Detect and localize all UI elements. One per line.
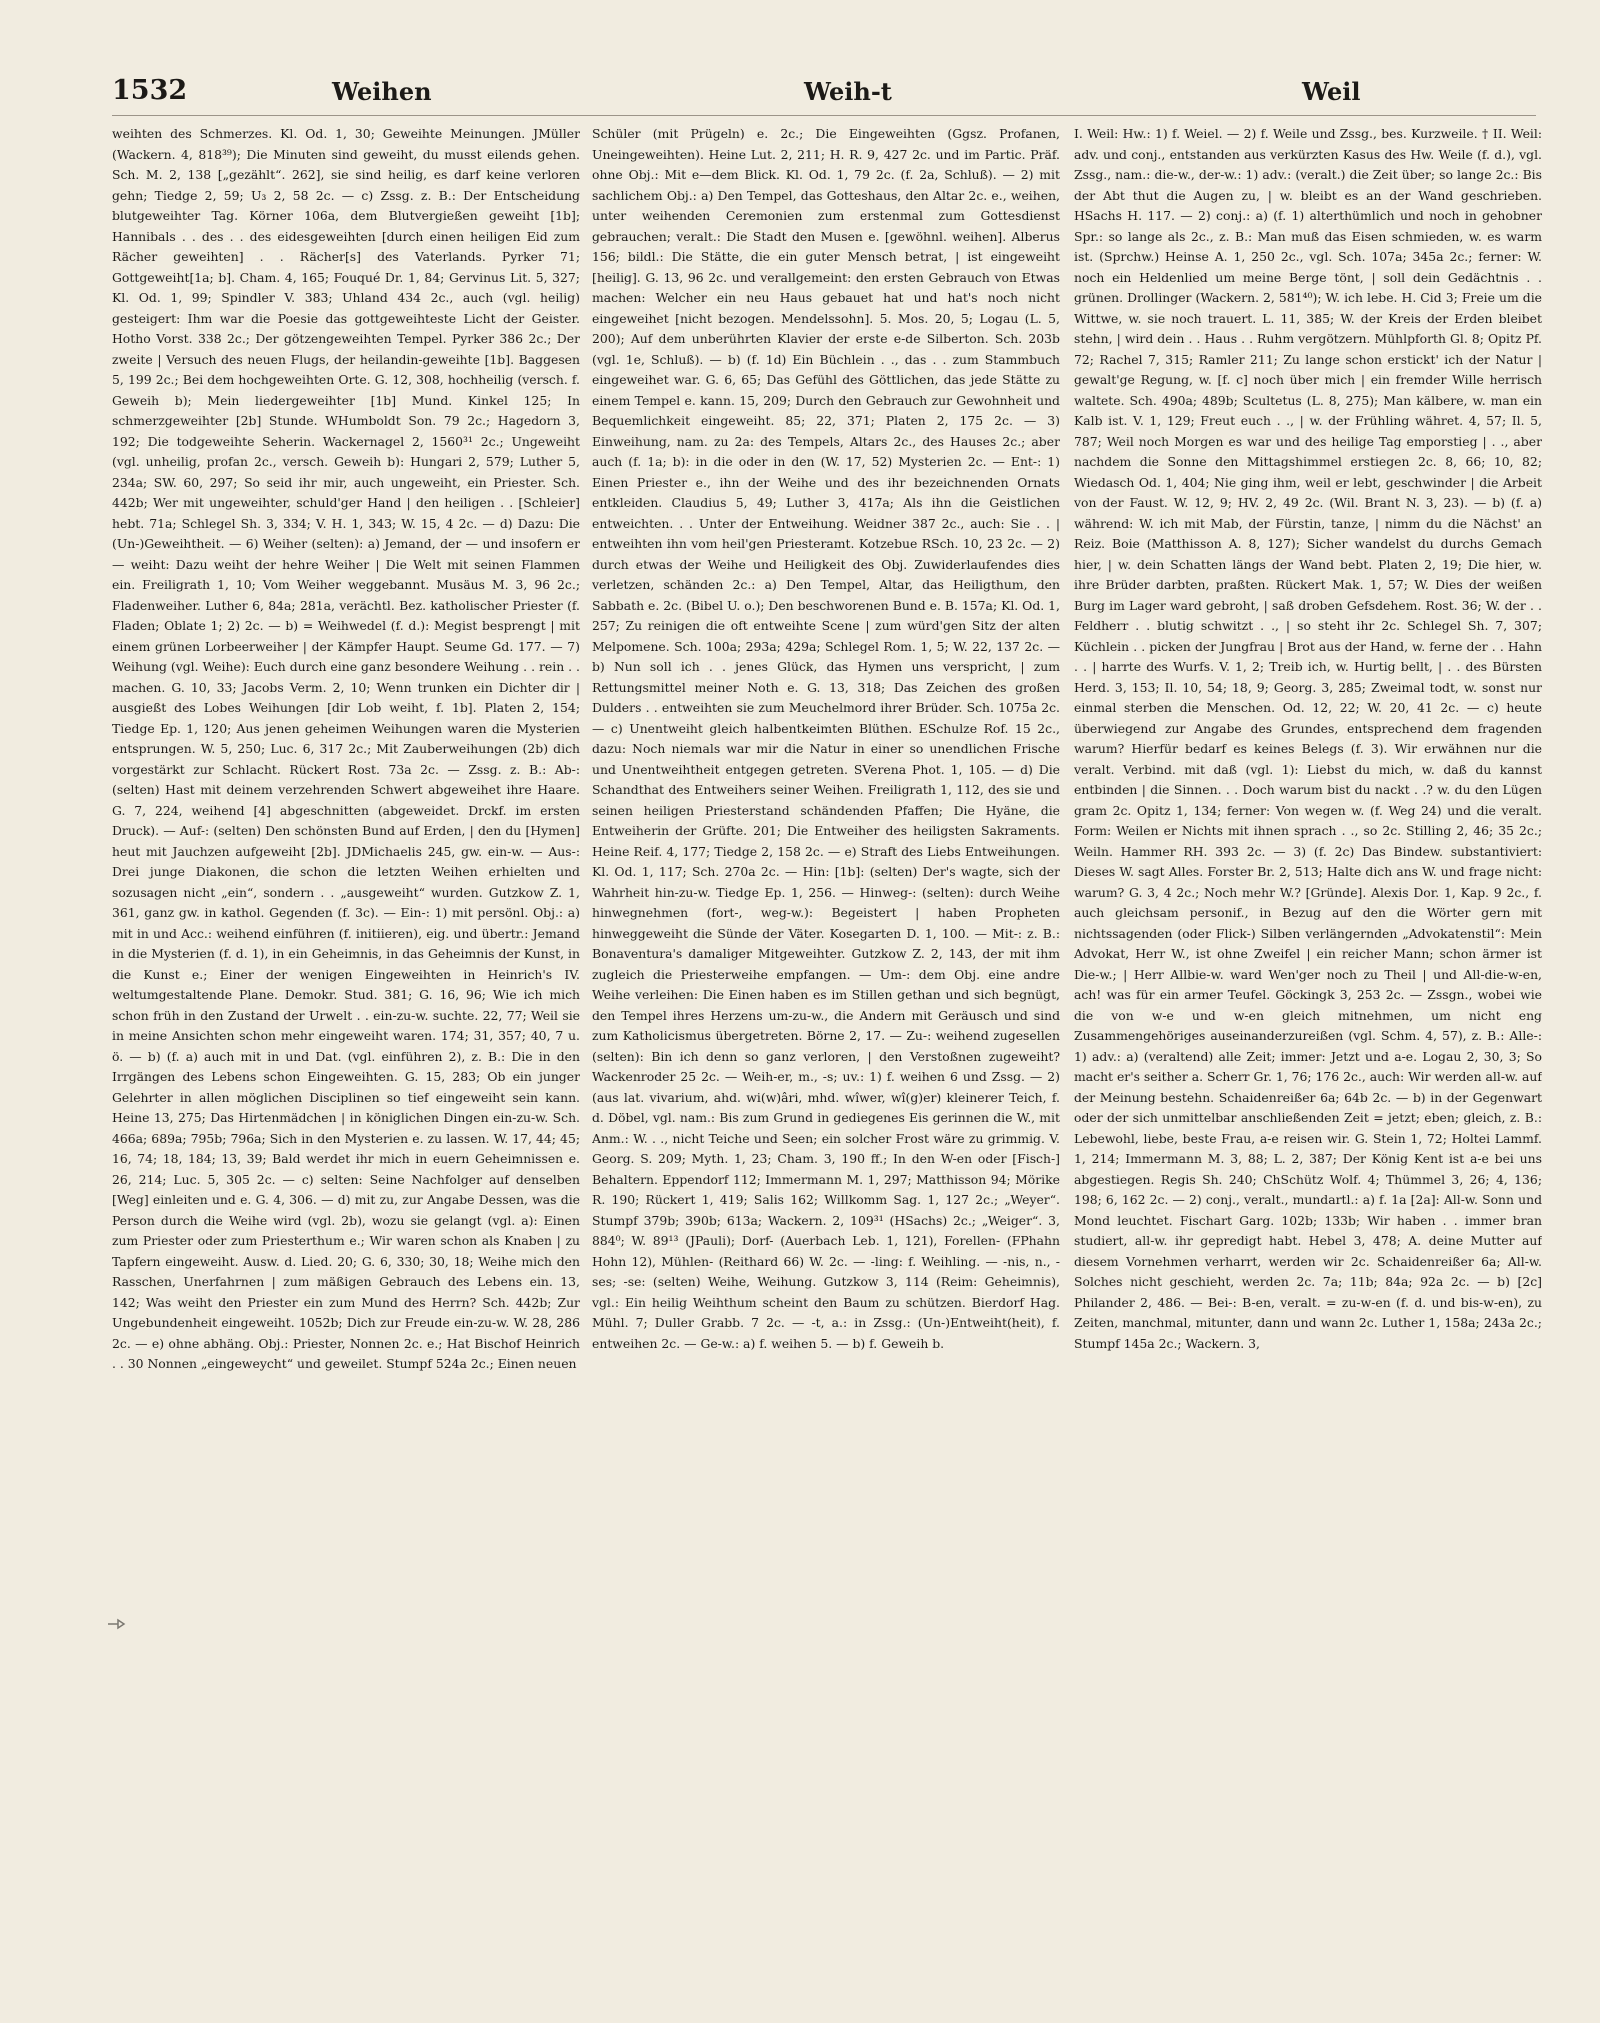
column-text: I. Weil: Hw.: 1) f. Weiel. — 2) f. Weile und Zssg., bes. Kurzweile. † II. Weil: adv. und conj., entstanden aus verkürzten Kasus des Hw. Weile (f. d.), vgl. Zssg., nam.: die-w., der-w.: 1) adv.: (veralt.) die Zeit über; so lange 2c.: Bis der Abt thut die Augen zu, | w. bleibt es an der Wand geschrieben. HSachs H. 117. — 2) conj.: a) (f. 1) alterthümlich und noch in gehobner Spr.: so lange als 2c., z. B.: Man muß das Eisen schmieden, w. es warm ist. (Sprchw.) Heinse A. 1, 250 2c., vgl. Sch. 107a; 345a 2c.; ferner: W. noch ein Heldenlied um meine Berge tönt, | soll dein Gedächtnis . . grünen. Drollinger (Wackern. 2, 581⁴⁰); W. ich lebe. H. Cid 3; Freie um die Wittwe, w. sie noch trauert. L. 11, 385; W. der Kreis der Erden bleibet stehn, | wird dein . . Haus . . Ruhm vergötzern. Mühlpforth Gl. 8; Opitz Pf. 72; Rachel 7, 315; Ramler 211; Zu lange schon erstickt' ich der Natur | gewalt'ge Regung, w. [f. c] noch über mich | ein fremder Wille herrisch waltete. Sch. 490a; 489b; Scultetus (L. 8, 275); Man kälbere, w. man ein Kalb ist. V. 1, 129; Freut euch . ., | w. der Frühling währet. 4, 57; Il. 5, 787; Weil noch Morgen es war und des heilige Tag emporstieg | . ., aber nachdem die Sonne den Mittagshimmel erstiegen 2c. 8, 66; 10, 82; Wiedasch Od. 1, 404; Nie ging ihm, weil er lebt, geschwinder | die Arbeit von der Faust. W. 12, 9; HV. 2, 49 2c. (Wil. Brant N. 3, 23). — b) (f. a) während: W. ich mit Mab, der Fürstin, tanze, | nimm du die Nächst' an Reiz. Boie (Matthisson A. 8, 127); Sicher wandelst du durchs Gemach hier, | w. dein Schatten längs der Wand bebt. Platen 2, 19; Die hier, w. ihre Brüder darbten, praßten. Rückert Mak. 1, 57; W. Dies der weißen Burg im Lager ward gebroht, | saß droben Gefsdehem. Rost. 36; W. der . . Feldherr . . blutig schwitzt . ., | so steht ihr 2c. Schlegel Sh. 7, 307; Küchlein . . picken der Jungfrau | Brot aus der Hand, w. ferne der . . Hahn . . | harrte des Wurfs. V. 1, 2; Treib ich, w. Hurtig bellt, | . . des Bürsten Herd. 3, 153; Il. 10, 54; 18, 9; Georg. 3, 285; Zweimal todt, w. sonst nur einmal sterben die Menschen. Od. 12, 22; W. 20, 41 2c. — c) heute überwiegend zur Angabe des Grundes, entsprechend dem fragenden warum? Hierfür bedarf es keines Belegs (f. 3). Wir erwähnen nur die veralt. Verbind. mit daß (vgl. 1): Liebst du mich, w. daß du kannst entbinden | die Sinnen. . . Doch warum bist du nackt . .? w. du den Lügen gram 2c. Opitz 1, 134; ferner: Von wegen w. (f. Weg 24) und die veralt. Form: Weilen er Nichts mit ihnen sprach . ., so 2c. Stilling 2, 46; 35 2c.; Weiln. Hammer RH. 393 2c. — 3) (f. 2c) Das Bindew. substantiviert: Dieses W. sagt Alles. Forster Br. 2, 513; Halte dich ans W. und frage nicht: warum? G. 3, 4 2c.; Noch mehr W.? [Gründe]. Alexis Dor. 1, Kap. 9 2c., f. auch gleichsam personif., in Bezug auf den die Wörter gern mit nichtssagenden (oder Flick-) Silben verlängernden „Advokatenstil“: Mein Advokat, Herr W., ist ohne Zweifel | ein reicher Mann; schon ärmer ist Die-w.; | Herr Allbie-w. ward Wen'ger noch zu Theil | und All-die-w-en, ach! was für ein armer Teufel. Göckingk 3, 253 2c. — Zssgn., wobei wie die von w-e und w-en gleich mitnehmen, um nicht eng Zusammengehöriges auseinanderzureißen (vgl. Schm. 4, 57), z. B.: Alle-: 1) adv.: a) (veraltend) alle Zeit; immer: Jetzt und a-e. Logau 2, 30, 3; So macht er's seither a. Scherr Gr. 1, 76; 176 2c., auch: Wir werden all-w. auf der Meinung bestehn. Schaidenreißer 6a; 64b 2c. — b) in der Gegenwart oder der sich unmittelbar anschließenden Zeit = jetzt; eben; gleich, z. B.: Lebewohl, liebe, beste Frau, a-e reisen wir. G. Stein 1, 72; Holtei Lammf. 1, 214; Immermann M. 3, 88; L. 2, 387; Der König Kent ist a-e bei uns abgestiegen. Regis Sh. 240; ChSchütz Wolf. 4; Thümmel 3, 26; 4, 136; 198; 6, 162 2c. — 2) conj., veralt., mundartl.: a) f. 1a [2a]: All-w. Sonn und Mond leuchtet. Fischart Garg. 102b; 133b; Wir haben . . immer bran studiert, all-w. ihr gepredigt habt. Hebel 3, 478; A. deine Mutter auf diesem Vornehmen verharrt, werden wir 2c. Schaidenreißer 6a; All-w. Solches nicht geschieht, werden 2c. 7a; 11b; 84a; 92a 2c. — b) [2c] Philander 2, 486. — Bei-: B-en, veralt. = zu-w-en (f. d. und bis-w-en), zu Zeiten, manchmal, mitunter, dann und wann 2c. Luther 1, 158a; 243a 2c.; Stumpf 145a 2c.; Wackern. 3, — [1074, 126, 1542, 1351]
text-column-left — [112, 124, 580, 1986]
page-number: 1532 — [112, 75, 188, 106]
page-header — [112, 75, 1536, 116]
pointing-hand-icon — [106, 1614, 126, 1634]
running-head-right: Weil — [1302, 77, 1361, 106]
running-head-center: Weih-t — [804, 77, 892, 106]
column-text: Schüler (mit Prügeln) e. 2c.; Die Eingeweihten (Ggsz. Profanen, Uneingeweihten). Heine Lut. 2, 211; H. R. 9, 427 2c. und im Partic. Präf. ohne Obj.: Mit e—dem Blick. Kl. Od. 1, 79 2c. (f. 2a, Schluß). — 2) mit sachlichem Obj.: a) Den Tempel, das Gotteshaus, den Altar 2c. e., weihen, unter weihenden Ceremonien zum erstenmal zum Gottesdienst gebrauchen; veralt.: Die Stadt den Musen e. [gewöhnl. weihen]. Alberus 156; bildl.: Die Stätte, die ein guter Mensch betrat, | ist eingeweiht [heilig]. G. 13, 96 2c. und verallgemeint: den ersten Gebrauch von Etwas machen: Welcher ein neu Haus gebauet hat und hat's noch nicht eingeweihet [nicht bezogen. Mendelssohn]. 5. Mos. 20, 5; Logau (L. 5, 200); Auf dem unberührten Klavier der erste e-de Silberton. Sch. 203b (vgl. 1e, Schluß). — b) (f. 1d) Ein Büchlein . ., das . . zum Stammbuch eingeweihet war. G. 6, 65; Das Gefühl des Göttlichen, das jede Stätte zu einem Tempel e. kann. 15, 209; Durch den Gebrauch zur Gewohnheit und Bequemlichkeit eingeweiht. 85; 22, 371; Platen 2, 175 2c. — 3) Einweihung, nam. zu 2a: des Tempels, Altars 2c., des Hauses 2c.; aber auch (f. 1a; b): in die oder in den (W. 17, 52) Mysterien 2c. — Ent-: 1) Einen Priester e., ihn der Weihe und des ihr bezeichnenden Ornats entkleiden. Claudius 5, 49; Luther 3, 417a; Als ihn die Geistlichen entweichten. . . Unter der Entweihung. Weidner 387 2c., auch: Sie . . | entweihten ihn vom heil'gen Priesteramt. Kotzebue RSch. 10, 23 2c. — 2) durch etwas der Weihe und Heiligkeit des Obj. Zuwiderlaufendes dies verletzen, schänden 2c.: a) Den Tempel, Altar, das Heiligthum, den Sabbath e. 2c. (Bibel U. o.); Den beschworenen Bund e. B. 157a; Kl. Od. 1, 257; Zu reinigen die oft entweihte Scene | zum würd'gen Sitz der alten Melpomene. Sch. 100a; 293a; 429a; Schlegel Rom. 1, 5; W. 22, 137 2c. — b) Nun soll ich . . jenes Glück, das Hymen uns verspricht, | zum Rettungsmittel meiner Noth e. G. 13, 318; Das Zeichen des großen Dulders . . entweihten sie zum Meuchelmord ihrer Brüder. Sch. 1075a 2c. — c) Unentweiht gleich halbentkeimten Blüthen. ESchulze Rof. 15 2c., dazu: Noch niemals war mir die Natur in einer so unendlichen Frische und Unentweihtheit entgegen getreten. SVerena Phot. 1, 105. — d) Die Schandthat des Entweihers seiner Weihen. Freiligrath 1, 112, des sie und seinen heiligen Priesterstand schändenden Pfaffen; Die Hyäne, die Entweiherin der Grüfte. 201; Die Entweiher des heiligsten Sakraments. Heine Reif. 4, 177; Tiedge 2, 158 2c. — e) Straft des Liebs Entweihungen. Kl. Od. 1, 117; Sch. 270a 2c. — Hin: [1b]: (selten) Der's wagte, sich der Wahrheit hin-zu-w. Tiedge Ep. 1, 256. — Hinweg-: (selten): durch Weihe hinwegnehmen (fort-, weg-w.): Begeistert | haben Propheten hinweggeweiht die Sünde der Väter. Kosegarten D. 1, 100. — Mit-: z. B.: Bonaventura's damaliger Mitgeweihter. Gutzkow Z. 2, 143, der mit ihm zugleich die Priesterweihe empfangen. — Um-: dem Obj. eine andre Weihe verleihen: Die Einen haben es im Stillen gethan und sich begnügt, den Tempel ihres Herzens um-zu-w., die Andern mit Geräusch und sind zum Katholicismus übergetreten. Börne 2, 17. — Zu-: weihend zugesellen (selten): Bin ich denn so ganz verloren, | den Verstoßnen zugeweiht? Wackenroder 25 2c. — Weih-er, m., -s; uv.: 1) f. weihen 6 und Zssg. — 2) (aus lat. vivarium, ahd. wi(w)âri, mhd. wîwer, wî(g)er) kleinerer Teich, f. d. Döbel, vgl. nam.: Bis zum Grund in gediegenes Eis gerinnen die W., mit Anm.: W. . ., nicht Teiche und Seen; ein solcher Frost wäre zu grimmig. V. Georg. S. 209; Myth. 1, 23; Cham. 3, 190 ff.; In den W-en oder [Fisch-] Behaltern. Eppendorf 112; Immermann M. 1, 297; Matthisson 94; Mörike R. 190; Rückert 1, 419; Salis 162; Willkomm Sag. 1, 127 2c.; „Weyer“. Stumpf 379b; 390b; 613a; Wackern. 2, 109³¹ (HSachs) 2c.; „Weiger“. 3, 884⁰; W. 89¹³ (JPauli); Dorf- (Auerbach Leb. 1, 121), Forellen- (FPhahn Hohn 12), Mühlen- (Reithard 66) W. 2c. — -ling: f. Weihling. — -nis, n., -ses; -se: (selten) Weihe, Weihung. Gutzkow 3, 114 (Reim: Geheimnis), vgl.: Ein heilig Weihthum scheint den Baum zu schützen. Bierdorf Hag. Mühl. 7; Duller Grabb. 7 2c. — -t, a.: in Zssg.: (Un-)Entweiht(heit), f. entweihen 2c. — Ge-w.: a) f. weihen 5. — b) f. Geweih b. — [592, 126, 1060, 1351]
text-column-middle — [592, 124, 1060, 1986]
running-head-left: Weihen — [332, 77, 432, 106]
text-column-right — [1074, 124, 1542, 1986]
column-text: weihten des Schmerzes. Kl. Od. 1, 30; Geweihte Meinungen. JMüller (Wackern. 4, 818³⁹); Die Minuten sind geweiht, du musst eilends gehen. Sch. M. 2, 138 [„gezählt“. 262], sie sind heilig, es darf keine verloren gehn; Tiedge 2, 59; U₃ 2, 58 2c. — c) Zssg. z. B.: Der Entscheidung blutgeweihter Tag. Körner 106a, dem Blutvergießen geweiht [1b]; Hannibals . . des . . des eidesgeweihten [durch einen heiligen Eid zum Rächer geweihten] . . Rächer[s] des Vaterlands. Pyrker 71; Gottgeweiht[1a; b]. Cham. 4, 165; Fouqué Dr. 1, 84; Gervinus Lit. 5, 327; Kl. Od. 1, 99; Spindler V. 383; Uhland 434 2c., auch (vgl. heilig) gesteigert: Ihm war die Poesie das gottgeweihteste Licht der Geister. Hotho Vorst. 338 2c.; Der götzengeweihten Tempel. Pyrker 386 2c.; Der zweite | Versuch des neuen Flugs, der heilandin-geweihte [1b]. Baggesen 5, 199 2c.; Bei dem hochgeweihten Orte. G. 12, 308, hochheilig (versch. f. Geweih b); Mein liedergeweihter [1b] Mund. Kinkel 125; In schmerzgeweihter [2b] Stunde. WHumboldt Son. 79 2c.; Hagedorn 3, 192; Die todgeweihte Seherin. Wackernagel 2, 1560³¹ 2c.; Ungeweiht (vgl. unheilig, profan 2c., versch. Geweih b): Hungari 2, 579; Luther 5, 234a; SW. 60, 297; So seid ihr mir, auch ungeweiht, ein Priester. Sch. 442b; Wer mit ungeweihter, schuld'ger Hand | den heiligen . . [Schleier] hebt. 71a; Schlegel Sh. 3, 334; V. H. 1, 343; W. 15, 4 2c. — d) Dazu: Die (Un-)Geweihtheit. — 6) Weiher (selten): a) Jemand, der — und insofern er — weiht: Dazu weiht der hehre Weiher | Die Welt mit seinen Flammen ein. Freiligrath 1, 10; Vom Weiher weggebannt. Musäus M. 3, 96 2c.; Fladenweiher. Luther 6, 84a; 281a, verächtl. Bez. katholischer Priester (f. Fladen; Oblate 1; 2) 2c. — b) = Weihwedel (f. d.): Megist besprengt | mit einem grünen Lorbeerweiher | der Kämpfer Haupt. Seume Gd. 177. — 7) Weihung (vgl. Weihe): Euch durch eine ganz besondere Weihung . . rein . . machen. G. 10, 33; Jacobs Verm. 2, 10; Wenn trunken ein Dichter dir | ausgießt des Lobes Weihungen [dir Lob weiht, f. 1b]. Platen 2, 154; Tiedge Ep. 1, 120; Aus jenen geheimen Weihungen waren die Mysterien entsprungen. W. 5, 250; Luc. 6, 317 2c.; Mit Zauberweihungen (2b) dich vorgestärkt zur Schlacht. Rückert Rost. 73a 2c. — Zssg. z. B.: Ab-: (selten) Hast mit deinem verzehrenden Schwert abgeweihet ihre Haare. G. 7, 224, weihend [4] abgeschnitten (abgeweidet. Drckf. im ersten Druck). — Auf-: (selten) Den schönsten Bund auf Erden, | den du [Hymen] heut mit Jauchzen aufgeweiht [2b]. JDMichaelis 245, gw. ein-w. — Aus-: Drei junge Diakonen, die schon die letzten Weihen erhielten und sozusagen nicht „ein“, sondern . . „ausgeweiht“ wurden. Gutzkow Z. 1, 361, ganz gw. in kathol. Gegenden (f. 3c). — Ein-: 1) mit persönl. Obj.: a) mit in und Acc.: weihend einführen (f. initiieren), eig. und übertr.: Jemand in die Mysterien (f. d. 1), in ein Geheimnis, in das Geheimnis der Kunst, in die Kunst e.; Einer der wenigen Eingeweihten in Heinrich's IV. weltumgestaltende Plane. Demokr. Stud. 381; G. 16, 96; Wie ich mich schon früh in den Zustand der Urwelt . . ein-zu-w. suchte. 22, 77; Weil sie in meine Ansichten schon mehr eingeweiht waren. 174; 31, 357; 40, 7 u. ö. — b) (f. a) auch mit in und Dat. (vgl. einführen 2), z. B.: Die in den Irrgängen des Lebens schon Eingeweihten. G. 15, 283; Ob ein junger Gelehrter in allen möglichen Disciplinen so tief eingeweiht sein kann. Heine 13, 275; Das Hirtenmädchen | in königlichen Dingen ein-zu-w. Sch. 466a; 689a; 795b; 796a; Sich in den Mysterien e. zu lassen. W. 17, 44; 45; 16, 74; 18, 184; 13, 39; Bald werdet ihr mich in euern Geheimnissen e. 26, 214; Luc. 5, 305 2c. — c) selten: Seine Nachfolger auf denselben [Weg] einleiten und e. G. 4, 306. — d) mit zu, zur Angabe Dessen, was die Person durch die Weihe wird (vgl. 2b), wozu sie gelangt (vgl. a): Einen zum Priester oder zum Priesterthum e.; Wir waren schon als Knaben | zu Tapfern eingeweiht. Ausw. d. Lied. 20; G. 6, 330; 30, 18; Weihe mich den Rasschen, Unerfahrnen | zum mäßigen Gebrauch des Lebens ein. 13, 142; Was weiht den Priester ein zum Mund des Herrn? Sch. 442b; Zur Ungebundenheit eingeweiht. 1052b; Dich zur Freude ein-zu-w. W. 28, 286 2c. — e) ohne abhäng. Obj.: Priester, Nonnen 2c. e.; Hat Bischof Heinrich . . 30 Nonnen „eingeweycht“ und geweilet. Stumpf 524a 2c.; Einen neuen — [112, 126, 580, 1371]
